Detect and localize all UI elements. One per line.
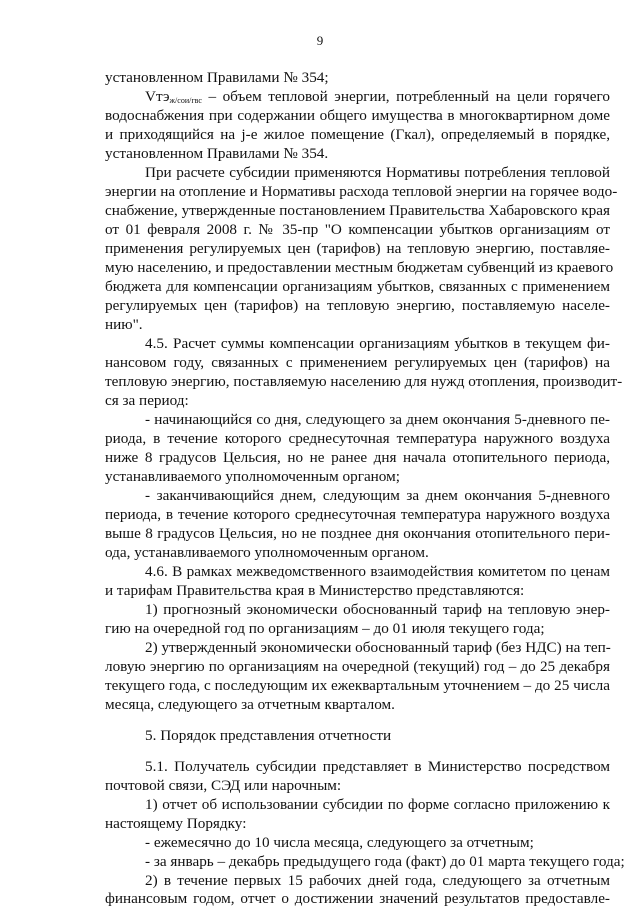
text-line: водоснабжения при содержании общего имущества в многоквартирном доме xyxy=(105,107,610,124)
text-line: ода, устанавливаемого уполномоченным органом. xyxy=(105,544,429,561)
list-item-line: 2) утвержденный экономически обоснованный тариф (без НДС) на теп- xyxy=(145,639,611,656)
text-line: энергии на отопление и Нормативы расхода тепловой энергии на горячее водо- xyxy=(105,183,618,200)
text-line: мую населению, и предоставлении местным бюджетам субвенций из краевого xyxy=(105,259,614,276)
text-line: ниже 8 градусов Цельсия, но не ранее дня начала отопительного периода, xyxy=(105,449,610,466)
text-line: и тарифам Правительства края в Министерство представляются: xyxy=(105,582,525,599)
paragraph-start-line: При расчете субсидии применяются Нормативы потребления тепловой xyxy=(145,164,610,181)
text-line: месяца, следующего за отчетным кварталом. xyxy=(105,696,395,713)
text-line xyxy=(145,87,610,106)
text-line: ловую энергию по организациям на очередной (текущий) год – до 25 декабря xyxy=(105,658,610,675)
text-line: устанавливаемого уполномоченным органом; xyxy=(105,468,400,485)
formula-symbol: Vтэ xyxy=(145,88,170,105)
text-line: от 01 февраля 2008 г. № 35-пр "О компенсации убытков организациям от xyxy=(105,221,610,238)
text-line: и приходящийся на j-е жилое помещение (Гкал), определяемый в порядке, xyxy=(105,126,610,143)
text-line: тепловую энергию, поставляемую населению для нужд отопления, производит- xyxy=(105,373,623,390)
list-item-line: - ежемесячно до 10 числа месяца, следующего за отчетным; xyxy=(145,834,534,851)
text-line: снабжение, утвержденные постановлением Правительства Хабаровского края xyxy=(105,202,610,219)
list-item-line: 2) в течение первых 15 рабочих дней года, следующего за отчетным xyxy=(145,872,610,889)
list-item-line: 1) отчет об использовании субсидии по форме согласно приложению к xyxy=(145,796,610,813)
list-item-line: - за январь – декабрь предыдущего года (факт) до 01 марта текущего года; xyxy=(145,853,625,870)
paragraph-start-line: 4.6. В рамках межведомственного взаимодействия комитетом по ценам xyxy=(145,563,610,580)
text-line: ся за период: xyxy=(105,392,189,409)
text-line: установленном Правилами № 354; xyxy=(105,69,329,86)
page-number: 9 xyxy=(316,33,324,48)
paragraph-start-line: 4.5. Расчет суммы компенсации организациям убытков в текущем фи- xyxy=(145,335,610,352)
text-line: бюджета для компенсации организациям убытков, связанных с применением xyxy=(105,278,610,295)
section-heading: 5. Порядок представления отчетности xyxy=(145,727,392,744)
list-item-line: - заканчивающийся днем, следующим за днем окончания 5-дневного xyxy=(145,487,610,504)
text-line: финансовым годом, отчет о достижении значений результатов предоставле- xyxy=(105,890,610,907)
formula-subscript: ж/сои/гвс xyxy=(169,96,202,105)
text-line: настоящему Порядку: xyxy=(105,815,247,832)
text-line: почтовой связи, СЭД или нарочным: xyxy=(105,777,342,794)
text-line: текущего года, с последующим их ежеквартальным уточнением – до 25 числа xyxy=(105,677,610,694)
list-item-line: - начинающийся со дня, следующего за днем окончания 5-дневного пе- xyxy=(145,411,610,428)
text-line: гию на очередной год по организациям – до 01 июля текущего года; xyxy=(105,620,545,637)
text-line: регулируемых цен (тарифов) на тепловую энергию, поставляемую населе- xyxy=(105,297,610,314)
paragraph-start-line: 5.1. Получатель субсидии представляет в Министерство посредством xyxy=(145,758,610,775)
text-line: выше 8 градусов Цельсия, но не позднее дня окончания отопительного пери- xyxy=(105,525,610,542)
text-line: нию". xyxy=(105,316,143,333)
text-line: применения регулируемых цен (тарифов) на тепловую энергию, поставляе- xyxy=(105,240,610,257)
text-line: установленном Правилами № 354. xyxy=(105,145,329,162)
text-line: нансовом году, связанных с применением регулируемых цен (тарифов) на xyxy=(105,354,610,371)
text-line: периода, в течение которого среднесуточная температура наружного воздуха xyxy=(105,506,610,523)
text-line: риода, в течение которого среднесуточная температура наружного воздуха xyxy=(105,430,610,447)
formula-description: – объем тепловой энергии, потребленный на цели горячего xyxy=(201,88,610,105)
list-item-line: 1) прогнозный экономически обоснованный тариф на тепловую энер- xyxy=(145,601,610,618)
